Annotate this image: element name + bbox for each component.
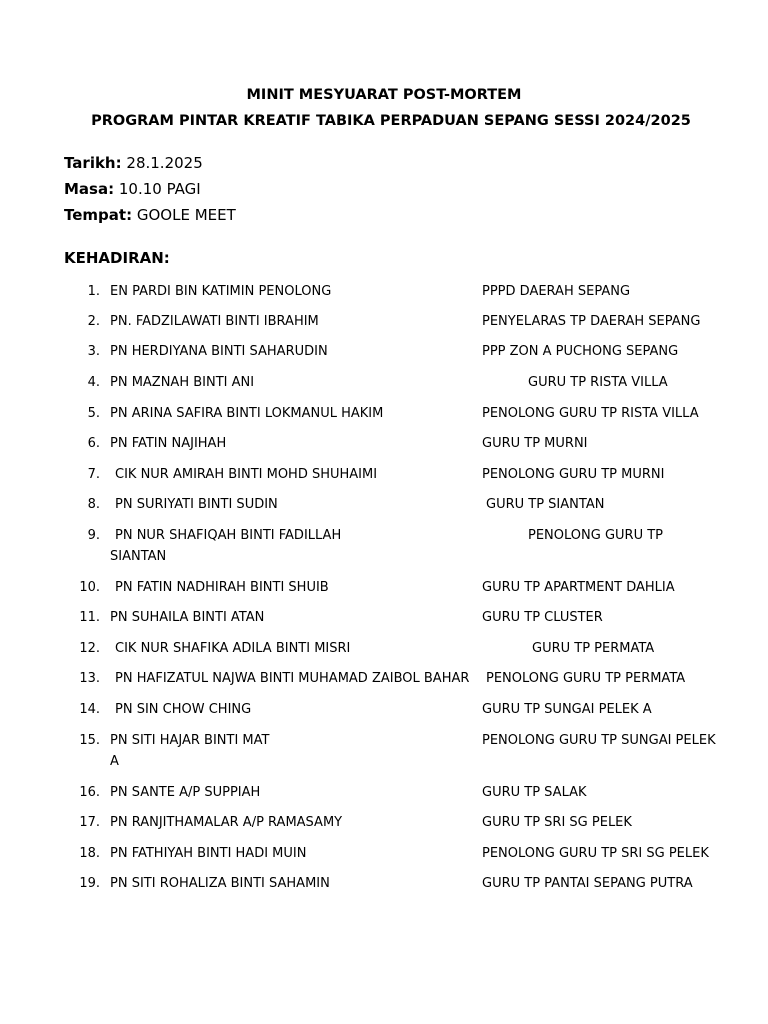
attendee-name: PN FATIN NADHIRAH BINTI SHUIB	[115, 580, 329, 595]
title-line-1: MINIT MESYUARAT POST-MORTEM	[246, 87, 522, 103]
tarikh-label: Tarikh:	[64, 154, 122, 172]
attendee-name: PN SITI ROHALIZA BINTI SAHAMIN	[110, 876, 330, 891]
attendee-name: EN PARDI BIN KATIMIN PENOLONG	[110, 284, 332, 299]
attendee-role: GURU TP RISTA VILLA	[528, 375, 668, 390]
attendee-role: PENOLONG GURU TP RISTA VILLA	[482, 406, 699, 421]
attendee-number: 13.	[79, 671, 100, 686]
masa-value: 10.10 PAGI	[118, 180, 201, 198]
attendee-role: PPPD DAERAH SEPANG	[482, 284, 631, 299]
attendee-role: GURU TP APARTMENT DAHLIA	[482, 580, 675, 595]
attendee-role: PENOLONG GURU TP PERMATA	[486, 671, 686, 686]
attendee-number: 19.	[79, 876, 100, 891]
attendee-number: 11.	[79, 610, 100, 625]
attendee-name: PN SITI HAJAR BINTI MAT	[110, 733, 270, 748]
attendee-name: PN NUR SHAFIQAH BINTI FADILLAH	[115, 528, 342, 543]
attendee-number: 14.	[79, 702, 100, 717]
attendee-number: 17.	[79, 815, 100, 830]
attendee-name: PN SURIYATI BINTI SUDIN	[115, 497, 278, 512]
attendee-number: 6.	[87, 436, 100, 451]
tarikh-value: 28.1.2025	[126, 154, 203, 172]
attendee-number: 7.	[87, 467, 100, 482]
attendance-heading: KEHADIRAN:	[64, 249, 170, 267]
attendee-role: PENOLONG GURU TP	[528, 528, 664, 543]
attendee-number: 5.	[87, 406, 100, 421]
attendee-role: GURU TP SIANTAN	[486, 497, 605, 512]
attendee-role: GURU TP SALAK	[482, 785, 587, 800]
attendee-name: PN HERDIYANA BINTI SAHARUDIN	[110, 344, 328, 359]
tempat-label: Tempat:	[64, 206, 133, 224]
attendee-role: PENOLONG GURU TP SRI SG PELEK	[482, 846, 709, 861]
attendee-name: PN SIN CHOW CHING	[115, 702, 252, 717]
attendee-role: PENYELARAS TP DAERAH SEPANG	[482, 314, 701, 329]
attendee-role: PPP ZON A PUCHONG SEPANG	[482, 344, 679, 359]
attendee-number: 15.	[79, 733, 100, 748]
attendee-number: 1.	[87, 284, 100, 299]
attendee-role: GURU TP CLUSTER	[482, 610, 603, 625]
attendee-number: 12.	[79, 641, 100, 656]
attendee-role: GURU TP PANTAI SEPANG PUTRA	[482, 876, 693, 891]
attendee-name: PN SANTE A/P SUPPIAH	[110, 785, 261, 800]
masa-label: Masa:	[64, 180, 115, 198]
attendee-role: GURU TP SRI SG PELEK	[482, 815, 632, 830]
attendee-role: PENOLONG GURU TP MURNI	[482, 467, 665, 482]
attendee-role: GURU TP PERMATA	[532, 641, 655, 656]
attendee-number: 4.	[87, 375, 100, 390]
attendee-number: 10.	[79, 580, 100, 595]
attendee-number: 18.	[79, 846, 100, 861]
attendee-name: PN. FADZILAWATI BINTI IBRAHIM	[110, 314, 319, 329]
attendee-role: PENOLONG GURU TP SUNGAI PELEK	[482, 733, 716, 748]
attendee-name: PN FATHIYAH BINTI HADI MUIN	[110, 846, 307, 861]
attendee-number: 16.	[79, 785, 100, 800]
attendee-name: PN ARINA SAFIRA BINTI LOKMANUL HAKIM	[110, 406, 384, 421]
attendee-role: GURU TP MURNI	[482, 436, 588, 451]
attendee-number: 9.	[87, 528, 100, 543]
attendee-continuation: SIANTAN	[110, 549, 167, 564]
attendee-role: GURU TP SUNGAI PELEK A	[482, 702, 652, 717]
attendee-number: 8.	[87, 497, 100, 512]
attendee-number: 3.	[87, 344, 100, 359]
attendee-name: CIK NUR SHAFIKA ADILA BINTI MISRI	[115, 641, 351, 656]
attendee-continuation: A	[110, 754, 119, 769]
attendee-name: PN RANJITHAMALAR A/P RAMASAMY	[110, 815, 343, 830]
attendee-name: PN SUHAILA BINTI ATAN	[110, 610, 265, 625]
attendee-name: CIK NUR AMIRAH BINTI MOHD SHUHAIMI	[115, 467, 378, 482]
attendee-name: PN MAZNAH BINTI ANI	[110, 375, 255, 390]
attendee-number: 2.	[87, 314, 100, 329]
attendee-name: PN FATIN NAJIHAH	[110, 436, 227, 451]
title-line-2: PROGRAM PINTAR KREATIF TABIKA PERPADUAN SEPANG SESSI 2024/2025	[91, 113, 691, 129]
tempat-value: GOOLE MEET	[136, 206, 236, 224]
attendee-name: PN HAFIZATUL NAJWA BINTI MUHAMAD ZAIBOL BAHAR	[115, 671, 470, 686]
